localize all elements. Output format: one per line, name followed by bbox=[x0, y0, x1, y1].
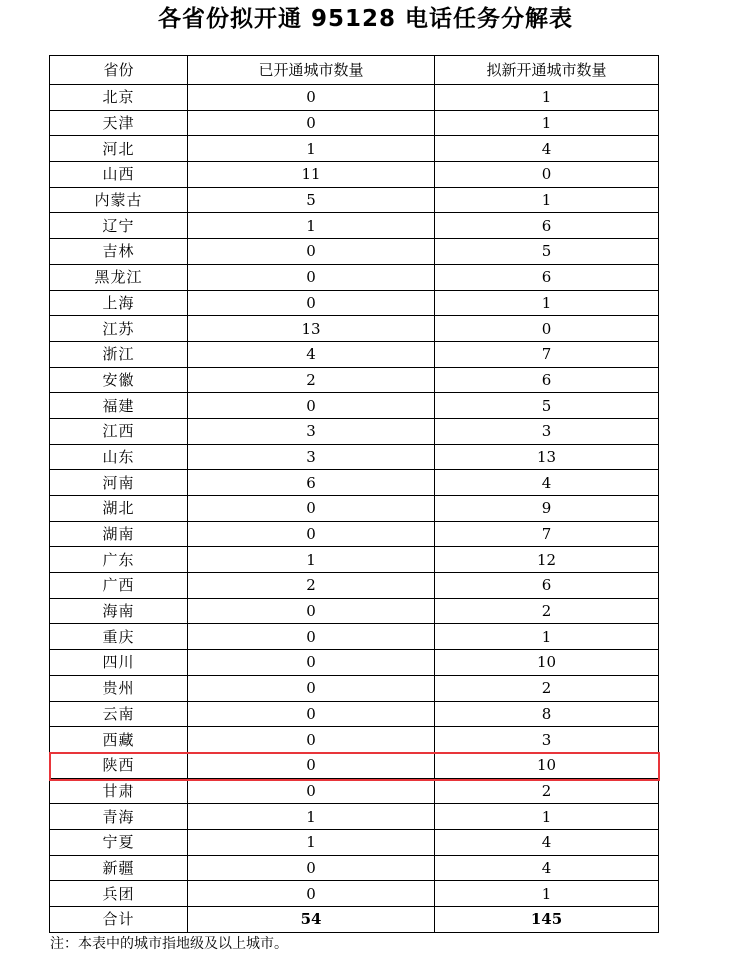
province-cell: 江西 bbox=[50, 418, 188, 444]
province-cell: 福建 bbox=[50, 393, 188, 419]
opened-count-cell: 2 bbox=[188, 367, 435, 393]
table-row bbox=[50, 162, 659, 188]
table-row bbox=[50, 675, 659, 701]
header-province: 省份 bbox=[50, 56, 188, 85]
table-row bbox=[50, 85, 659, 111]
table-row bbox=[50, 778, 659, 804]
table-row bbox=[50, 264, 659, 290]
header-opened-cities: 已开通城市数量 bbox=[188, 56, 435, 85]
planned-count-cell: 4 bbox=[435, 855, 659, 881]
table-note: 注：本表中的城市指地级及以上城市。 bbox=[50, 936, 288, 952]
table-row bbox=[50, 213, 659, 239]
table-row bbox=[50, 470, 659, 496]
planned-count-cell: 1 bbox=[435, 624, 659, 650]
opened-count-cell: 4 bbox=[188, 341, 435, 367]
planned-count-cell: 7 bbox=[435, 521, 659, 547]
opened-count-cell: 0 bbox=[188, 881, 435, 907]
province-cell: 海南 bbox=[50, 598, 188, 624]
planned-count-cell: 3 bbox=[435, 418, 659, 444]
opened-count-cell: 0 bbox=[188, 598, 435, 624]
planned-count-cell: 12 bbox=[435, 547, 659, 573]
planned-count-cell: 6 bbox=[435, 573, 659, 599]
province-cell: 天津 bbox=[50, 110, 188, 136]
table-row bbox=[50, 804, 659, 830]
planned-count-cell: 1 bbox=[435, 187, 659, 213]
table-row bbox=[50, 341, 659, 367]
planned-count-cell: 10 bbox=[435, 650, 659, 676]
planned-count-cell: 13 bbox=[435, 444, 659, 470]
province-cell: 湖南 bbox=[50, 521, 188, 547]
province-cell: 山东 bbox=[50, 444, 188, 470]
province-cell: 兵团 bbox=[50, 881, 188, 907]
opened-count-cell: 1 bbox=[188, 547, 435, 573]
planned-count-cell: 4 bbox=[435, 136, 659, 162]
total-opened-cell: 54 bbox=[188, 907, 435, 933]
province-cell: 安徽 bbox=[50, 367, 188, 393]
table-row bbox=[50, 418, 659, 444]
planned-count-cell: 6 bbox=[435, 367, 659, 393]
table-row bbox=[50, 316, 659, 342]
table-row bbox=[50, 650, 659, 676]
table-row bbox=[50, 496, 659, 522]
total-planned-cell: 145 bbox=[435, 907, 659, 933]
table-row bbox=[50, 727, 659, 753]
province-cell: 上海 bbox=[50, 290, 188, 316]
opened-count-cell: 0 bbox=[188, 855, 435, 881]
opened-count-cell: 11 bbox=[188, 162, 435, 188]
opened-count-cell: 1 bbox=[188, 136, 435, 162]
opened-count-cell: 0 bbox=[188, 85, 435, 111]
province-cell: 广西 bbox=[50, 573, 188, 599]
table-row bbox=[50, 881, 659, 907]
opened-count-cell: 0 bbox=[188, 496, 435, 522]
planned-count-cell: 1 bbox=[435, 110, 659, 136]
province-cell: 浙江 bbox=[50, 341, 188, 367]
opened-count-cell: 1 bbox=[188, 829, 435, 855]
opened-count-cell: 1 bbox=[188, 804, 435, 830]
opened-count-cell: 0 bbox=[188, 701, 435, 727]
table-row bbox=[50, 110, 659, 136]
opened-count-cell: 0 bbox=[188, 778, 435, 804]
province-cell: 甘肃 bbox=[50, 778, 188, 804]
task-breakdown-table bbox=[49, 55, 659, 933]
opened-count-cell: 0 bbox=[188, 290, 435, 316]
province-cell: 内蒙古 bbox=[50, 187, 188, 213]
opened-count-cell: 13 bbox=[188, 316, 435, 342]
province-cell: 辽宁 bbox=[50, 213, 188, 239]
table-row bbox=[50, 573, 659, 599]
planned-count-cell: 4 bbox=[435, 470, 659, 496]
planned-count-cell: 0 bbox=[435, 162, 659, 188]
opened-count-cell: 5 bbox=[188, 187, 435, 213]
planned-count-cell: 5 bbox=[435, 239, 659, 265]
province-cell: 青海 bbox=[50, 804, 188, 830]
province-cell: 贵州 bbox=[50, 675, 188, 701]
planned-count-cell: 8 bbox=[435, 701, 659, 727]
planned-count-cell: 10 bbox=[435, 752, 659, 778]
table-row bbox=[50, 829, 659, 855]
opened-count-cell: 0 bbox=[188, 727, 435, 753]
table-row bbox=[50, 393, 659, 419]
table-row bbox=[50, 367, 659, 393]
table-row bbox=[50, 598, 659, 624]
planned-count-cell: 3 bbox=[435, 727, 659, 753]
province-cell: 黑龙江 bbox=[50, 264, 188, 290]
planned-count-cell: 4 bbox=[435, 829, 659, 855]
planned-count-cell: 1 bbox=[435, 85, 659, 111]
province-cell: 新疆 bbox=[50, 855, 188, 881]
planned-count-cell: 2 bbox=[435, 675, 659, 701]
table-row bbox=[50, 855, 659, 881]
table-row bbox=[50, 136, 659, 162]
table-row bbox=[50, 624, 659, 650]
province-cell: 河南 bbox=[50, 470, 188, 496]
province-cell: 江苏 bbox=[50, 316, 188, 342]
total-row bbox=[50, 907, 659, 933]
province-cell: 陕西 bbox=[50, 752, 188, 778]
opened-count-cell: 0 bbox=[188, 239, 435, 265]
province-cell: 北京 bbox=[50, 85, 188, 111]
planned-count-cell: 9 bbox=[435, 496, 659, 522]
province-cell: 广东 bbox=[50, 547, 188, 573]
opened-count-cell: 0 bbox=[188, 650, 435, 676]
table-row bbox=[50, 752, 659, 778]
document-title: 各省份拟开通 95128 电话任务分解表 bbox=[157, 6, 574, 32]
planned-count-cell: 2 bbox=[435, 598, 659, 624]
province-cell: 吉林 bbox=[50, 239, 188, 265]
planned-count-cell: 1 bbox=[435, 804, 659, 830]
planned-count-cell: 1 bbox=[435, 881, 659, 907]
planned-count-cell: 7 bbox=[435, 341, 659, 367]
table-row bbox=[50, 444, 659, 470]
opened-count-cell: 1 bbox=[188, 213, 435, 239]
table-row bbox=[50, 290, 659, 316]
table-row bbox=[50, 187, 659, 213]
opened-count-cell: 0 bbox=[188, 264, 435, 290]
province-cell: 重庆 bbox=[50, 624, 188, 650]
table-row bbox=[50, 239, 659, 265]
planned-count-cell: 5 bbox=[435, 393, 659, 419]
opened-count-cell: 0 bbox=[188, 675, 435, 701]
total-label-cell: 合计 bbox=[50, 907, 188, 933]
opened-count-cell: 0 bbox=[188, 393, 435, 419]
opened-count-cell: 3 bbox=[188, 418, 435, 444]
province-cell: 四川 bbox=[50, 650, 188, 676]
opened-count-cell: 0 bbox=[188, 521, 435, 547]
province-cell: 湖北 bbox=[50, 496, 188, 522]
planned-count-cell: 2 bbox=[435, 778, 659, 804]
table-row bbox=[50, 701, 659, 727]
opened-count-cell: 0 bbox=[188, 624, 435, 650]
opened-count-cell: 0 bbox=[188, 110, 435, 136]
province-cell: 宁夏 bbox=[50, 829, 188, 855]
opened-count-cell: 3 bbox=[188, 444, 435, 470]
province-cell: 云南 bbox=[50, 701, 188, 727]
planned-count-cell: 6 bbox=[435, 264, 659, 290]
province-cell: 西藏 bbox=[50, 727, 188, 753]
province-cell: 河北 bbox=[50, 136, 188, 162]
planned-count-cell: 6 bbox=[435, 213, 659, 239]
opened-count-cell: 0 bbox=[188, 752, 435, 778]
planned-count-cell: 1 bbox=[435, 290, 659, 316]
table-header-row bbox=[50, 56, 659, 85]
opened-count-cell: 6 bbox=[188, 470, 435, 496]
table-row bbox=[50, 521, 659, 547]
province-cell: 山西 bbox=[50, 162, 188, 188]
header-planned-cities: 拟新开通城市数量 bbox=[435, 56, 659, 85]
planned-count-cell: 0 bbox=[435, 316, 659, 342]
table-row bbox=[50, 547, 659, 573]
opened-count-cell: 2 bbox=[188, 573, 435, 599]
